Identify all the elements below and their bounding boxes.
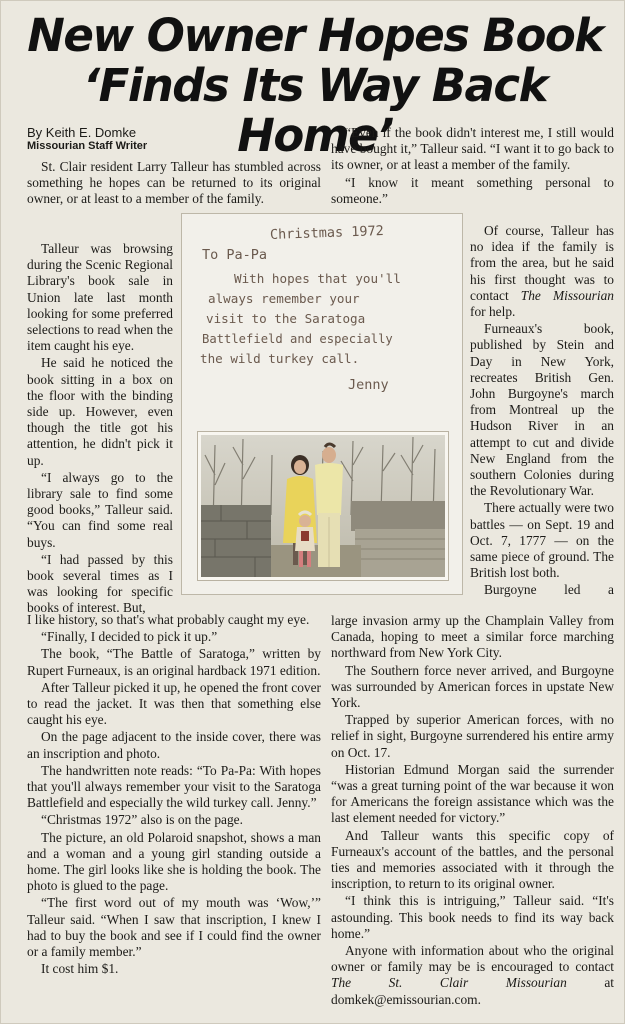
- paragraph: “I think this is intriguing,” Talleur said. “It's astounding. This book needs to find its way back home.”: [331, 893, 614, 941]
- paragraph: Burgoyne led a: [484, 582, 614, 598]
- paragraph: The picture, an old Polaroid snapshot, shows a man and a woman and a young girl standing outside a home. The girl looks like she is holding the book. The photo is glued to the page.: [27, 829, 321, 894]
- text: for help.: [470, 304, 516, 320]
- paragraph: St. Clair resident Larry Talleur has stumbled across something he hopes can be returned to its original owner, or at least to a member of the family.: [27, 159, 321, 207]
- publication-name: The St. Clair Missourian: [331, 975, 567, 991]
- paragraph: I like history, so that's what probably caught my eye.: [27, 612, 310, 627]
- paragraph: Talleur was browsing during the Scenic Regional Library's book sale in Union late last month looking for some preferred selections to read when the item caught his eye.: [27, 241, 173, 354]
- paragraph: The handwritten note reads: “To Pa-Pa: With hopes that you'll always remember your visit to the Saratoga Battlefield and especially the wild turkey call. Jenny.”: [27, 762, 321, 811]
- paragraph: “I had passed by this book several times as I was looking for specific books of interest. But,: [27, 551, 173, 616]
- note-line: Battlefield and especially: [202, 332, 393, 346]
- note-signature: Jenny: [348, 377, 389, 393]
- note-line: the wild turkey call.: [200, 351, 360, 366]
- paragraph: “The first word out of my mouth was ‘Wow,’” Talleur said. “When I saw that inscription, I knew I had to buy the book and see if I could find the owner or a family member.”: [27, 895, 321, 960]
- publication-name: The Missourian: [520, 287, 614, 303]
- headline-line-1: New Owner Hopes Book: [27, 9, 603, 62]
- paragraph: “I know it meant something personal to someone.”: [331, 174, 614, 206]
- note-line: With hopes that you'll: [234, 271, 401, 286]
- article-left-wide: [27, 612, 321, 977]
- article-right-top: [331, 125, 614, 207]
- paragraph: Trapped by superior American forces, with no relief in sight, Burgoyne surrendered his entire army on Oct. 17.: [331, 712, 614, 760]
- paragraph: On the page adjacent to the inside cover, there was an inscription and photo.: [27, 729, 321, 761]
- paragraph: It cost him $1.: [41, 961, 119, 977]
- paragraph: He said he noticed the book sitting in a box on the floor with the binding side up. However, even though the title got his attention, he didn't pick it up.: [27, 355, 173, 468]
- text: Anyone with information about who the original owner or family may be is encouraged to contact: [331, 943, 614, 975]
- paragraph: “Even if the book didn't interest me, I still would have bought it,” Talleur said. “I want it to go back to its owner, or at least a member of the family.: [331, 125, 614, 173]
- text: at domkek@emissourian.com.: [331, 975, 614, 1007]
- handwritten-note: [188, 220, 458, 430]
- family-photo-image: [201, 435, 445, 577]
- inscription-photo: [181, 213, 463, 595]
- article-right-narrow: [470, 223, 614, 599]
- paragraph: large invasion army up the Champlain Valley from Canada, hoping to meet a similar force marching northward from New York City.: [331, 613, 614, 661]
- paragraph: “Finally, I decided to pick it up.”: [41, 629, 218, 645]
- byline-role: Missourian Staff Writer: [27, 140, 148, 152]
- polaroid-snapshot: [198, 432, 448, 580]
- article-lead: [27, 159, 321, 208]
- paragraph: The Southern force never arrived, and Burgoyne was surrounded by American forces in upstate New York.: [331, 662, 614, 711]
- note-line: always remember your: [208, 291, 360, 306]
- paragraph: “I always go to the library sale to find some good books,” Talleur said. “You can find some real buys.: [27, 469, 173, 550]
- paragraph: “Christmas 1972” also is on the page.: [41, 812, 243, 828]
- note-date: Christmas 1972: [269, 223, 385, 243]
- text: Of course, Talleur has no idea if the family is from the area, but he said his first thought was to contact: [470, 223, 614, 303]
- article-right-wide: [331, 613, 614, 1008]
- paragraph: [470, 223, 614, 320]
- paragraph: The book, “The Battle of Saratoga,” written by Rupert Furneaux, is an original hardback 1971 edition.: [27, 646, 321, 678]
- paragraph: After Talleur picked it up, he opened the front cover to read the jacket. It was then that something else caught his eye.: [27, 679, 321, 728]
- note-line: visit to the Saratoga: [206, 311, 366, 326]
- paragraph: [331, 943, 614, 1008]
- byline-author: By Keith E. Domke: [27, 125, 137, 140]
- headline-line-2: ‘Finds Its Way Back Home’: [83, 59, 547, 162]
- article-left-narrow: [27, 241, 173, 617]
- paragraph: And Talleur wants this specific copy of Furneaux's account of the battles, and the personal ties and memories associated with it through the inscription, to return to its original owner.: [331, 827, 614, 892]
- paragraph: Historian Edmund Morgan said the surrender “was a great turning point of the war because it won for Americans the foreign assistance which was the last element needed for victory.”: [331, 761, 614, 826]
- byline: [27, 125, 317, 153]
- paragraph: There actually were two battles — on Sept. 19 and Oct. 7, 1777 — on the same piece of ground. The British lost both.: [470, 500, 614, 581]
- paragraph: Furneaux's book, published by Stein and Day in New York, recreates British Gen. John Burgoyne's march from Montreal up the Hudson River in an attempt to cut and divide New England from the southern Colonies during the Revolutionary War.: [470, 321, 614, 499]
- note-to: To Pa-Pa: [202, 247, 268, 263]
